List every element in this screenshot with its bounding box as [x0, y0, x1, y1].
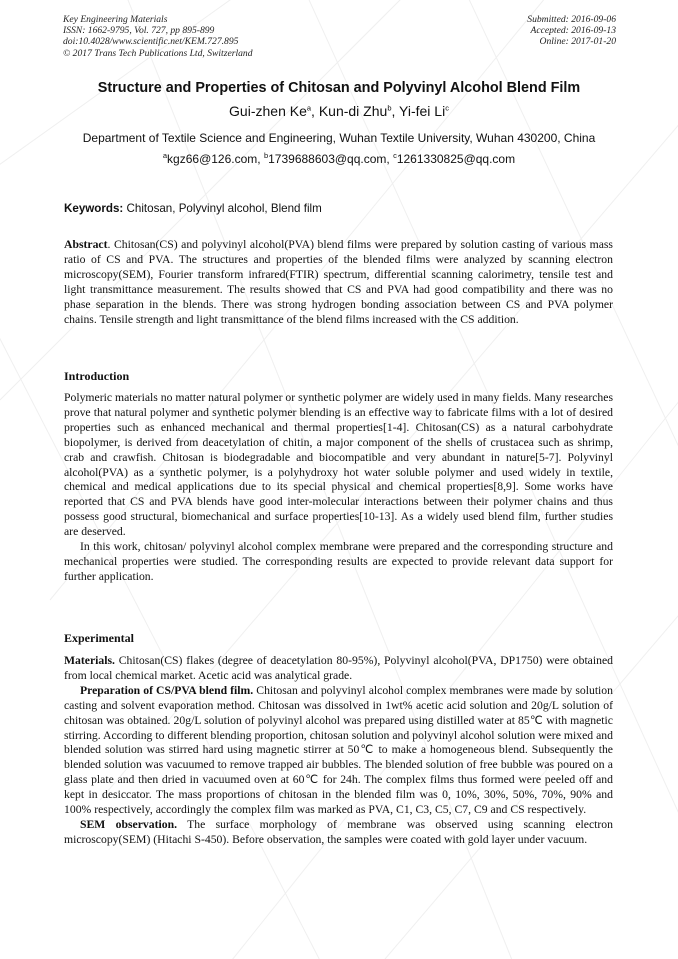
header-left [63, 14, 253, 59]
experimental-section [64, 654, 613, 848]
materials-label: Materials. [64, 654, 115, 667]
author-list [0, 103, 678, 119]
email-link[interactable]: kgz66@126.com [167, 152, 258, 166]
accepted-date: Accepted: 2016-09-13 [530, 25, 616, 37]
materials-text: Chitosan(CS) flakes (degree of deacetylation 80-95%), Polyvinyl alcohol(PVA, DP1750) were obtained from local chemical market. Acetic acid was analytical grade. [64, 654, 613, 682]
email-link[interactable]: 1261330825@qq.com [396, 152, 516, 166]
author-affil-mark: a [306, 103, 312, 113]
keywords-line [64, 202, 322, 215]
author-separator: , [311, 103, 319, 119]
copyright: © 2017 Trans Tech Publications Ltd, Switzerland [63, 47, 253, 59]
online-date: Online: 2017-01-20 [539, 36, 616, 48]
author-affil-mark: b [387, 103, 392, 113]
introduction-paragraph: In this work, chitosan/ polyvinyl alcohol complex membrane were prepared and the corresponding structure and mechanical properties were studied. The corresponding results are expected to provide relevant data support for further application. [64, 540, 613, 583]
author-name: Gui-zhen Ke [229, 103, 307, 119]
keywords-label: Keywords: [64, 202, 124, 215]
abstract-label: Abstract [64, 238, 108, 251]
journal-header [63, 14, 616, 66]
affiliation: Department of Textile Science and Engineering, Wuhan Textile University, Wuhan 430200, China [82, 131, 596, 145]
author-affil-mark: c [445, 103, 449, 113]
keywords-text: Chitosan, Polyvinyl alcohol, Blend film [123, 202, 322, 215]
abstract-text: . Chitosan(CS) and polyvinyl alcohol(PVA) blend films were prepared by solution casting of various mass ratio of CS and PVA. The structures and properties of the blended films were analyzed by scanning electron microscopy(SEM), Fourier transform infrared(FTIR) spectrum, differential scanning calorimetry, tensile test and light transmittance measurement. The results showed that CS and PVA had good compatibility and there was no phase separation in the blends. There was strong hydrogen bonding association between CS and PVA polymer chains. Tensile strength and light transmittance of the blend films increased with the CS addition. [64, 238, 613, 326]
email-list [0, 152, 678, 166]
submitted-date: Submitted: 2016-09-06 [527, 14, 616, 25]
journal-name: Key Engineering Materials [63, 14, 168, 25]
email-separator: , [386, 152, 394, 166]
email-mark: b [263, 151, 269, 160]
introduction-heading: Introduction [64, 369, 130, 383]
paper-title: Structure and Properties of Chitosan and Polyvinyl Alcohol Blend Film [97, 80, 581, 96]
email-separator: , [257, 152, 264, 166]
introduction-section [64, 391, 613, 585]
preparation-label: Preparation of CS/PVA blend film. [80, 683, 254, 697]
author-name: Kun-di Zhu [318, 103, 388, 119]
email-link[interactable]: 1739688603@qq.com [268, 152, 387, 166]
email-mark: a [162, 151, 168, 160]
abstract-section [64, 238, 613, 327]
author-name: Yi-fei Li [399, 103, 446, 119]
issn: ISSN: 1662-9795, Vol. 727, pp 895-899 [63, 25, 215, 37]
author-separator: , [391, 103, 400, 119]
header-right [527, 14, 616, 48]
preparation-text: Chitosan and polyvinyl alcohol complex membranes were made by solution casting and solvent evaporation method. Chitosan was dissolved in 1wt% acetic acid solution and 20g/L solution of chitosan was obtained. 20g/L solution of polyvinyl alcohol was prepared using distilled water at 85℃ with magnetic stirring. According to different blending proportion, chitosan solution and polyvinyl alcohol solution were mixed and blended solution was stirred hard using magnetic stirrer at 50℃ to make a homogeneous blend. Subsequently the blended solution was vacuumed to remove trapped air bubbles. The blended solution of free bubble was poured on a glass plate and then dried in vacuumed oven at 60℃ for 24h. The complex films thus formed were peeled off and kept in desiccator. The mass proportions of chitosan in the blended film was 0, 10%, 30%, 50%, 70%, 90% and 100% respectively, accordingly the complex film was marked as PVA, C1, C3, C5, C7, C9 and CS respectively. [64, 683, 613, 817]
sem-label: SEM observation. [80, 817, 178, 831]
experimental-heading: Experimental [64, 631, 134, 645]
doi: doi:10.4028/www.scientific.net/KEM.727.895 [63, 36, 239, 48]
sem-text: The surface morphology of membrane was observed using scanning electron microscopy(SEM) (Hitachi S-450). Before observation, the samples were coated with gold layer under vacuum. [64, 817, 613, 846]
email-mark: c [393, 151, 397, 160]
introduction-paragraph: Polymeric materials no matter natural polymer or synthetic polymer are widely used in many fields. Many researches prove that natural polymer and synthetic polymer blending is an effective way to fabricate films with a lot of desired properties such as enhanced mechanical and thermal properties[1-4]. Chitosan(CS) as a natural carbohydrate biopolymer, is derived from deacetylation of chitin, a major component of the shells of crustacea such as shrimp, crab and crawfish. Chitosan is biodegradable and biocompatible and very abundant in nature[5-7]. Polyvinyl alcohol(PVA) as a synthetic polymer, is a polyhydroxy hot water soluble polymer and used widely in textile, chemical and medical applications due to its special physical and chemical properties[8,9]. Some works have reported that CS and PVA blends have good inter-molecular interactions between their polymer chains and thus possess good structural, biomechanical and surface properties[10-13]. As a widely used blend film, further studies are deserved. [64, 391, 613, 539]
